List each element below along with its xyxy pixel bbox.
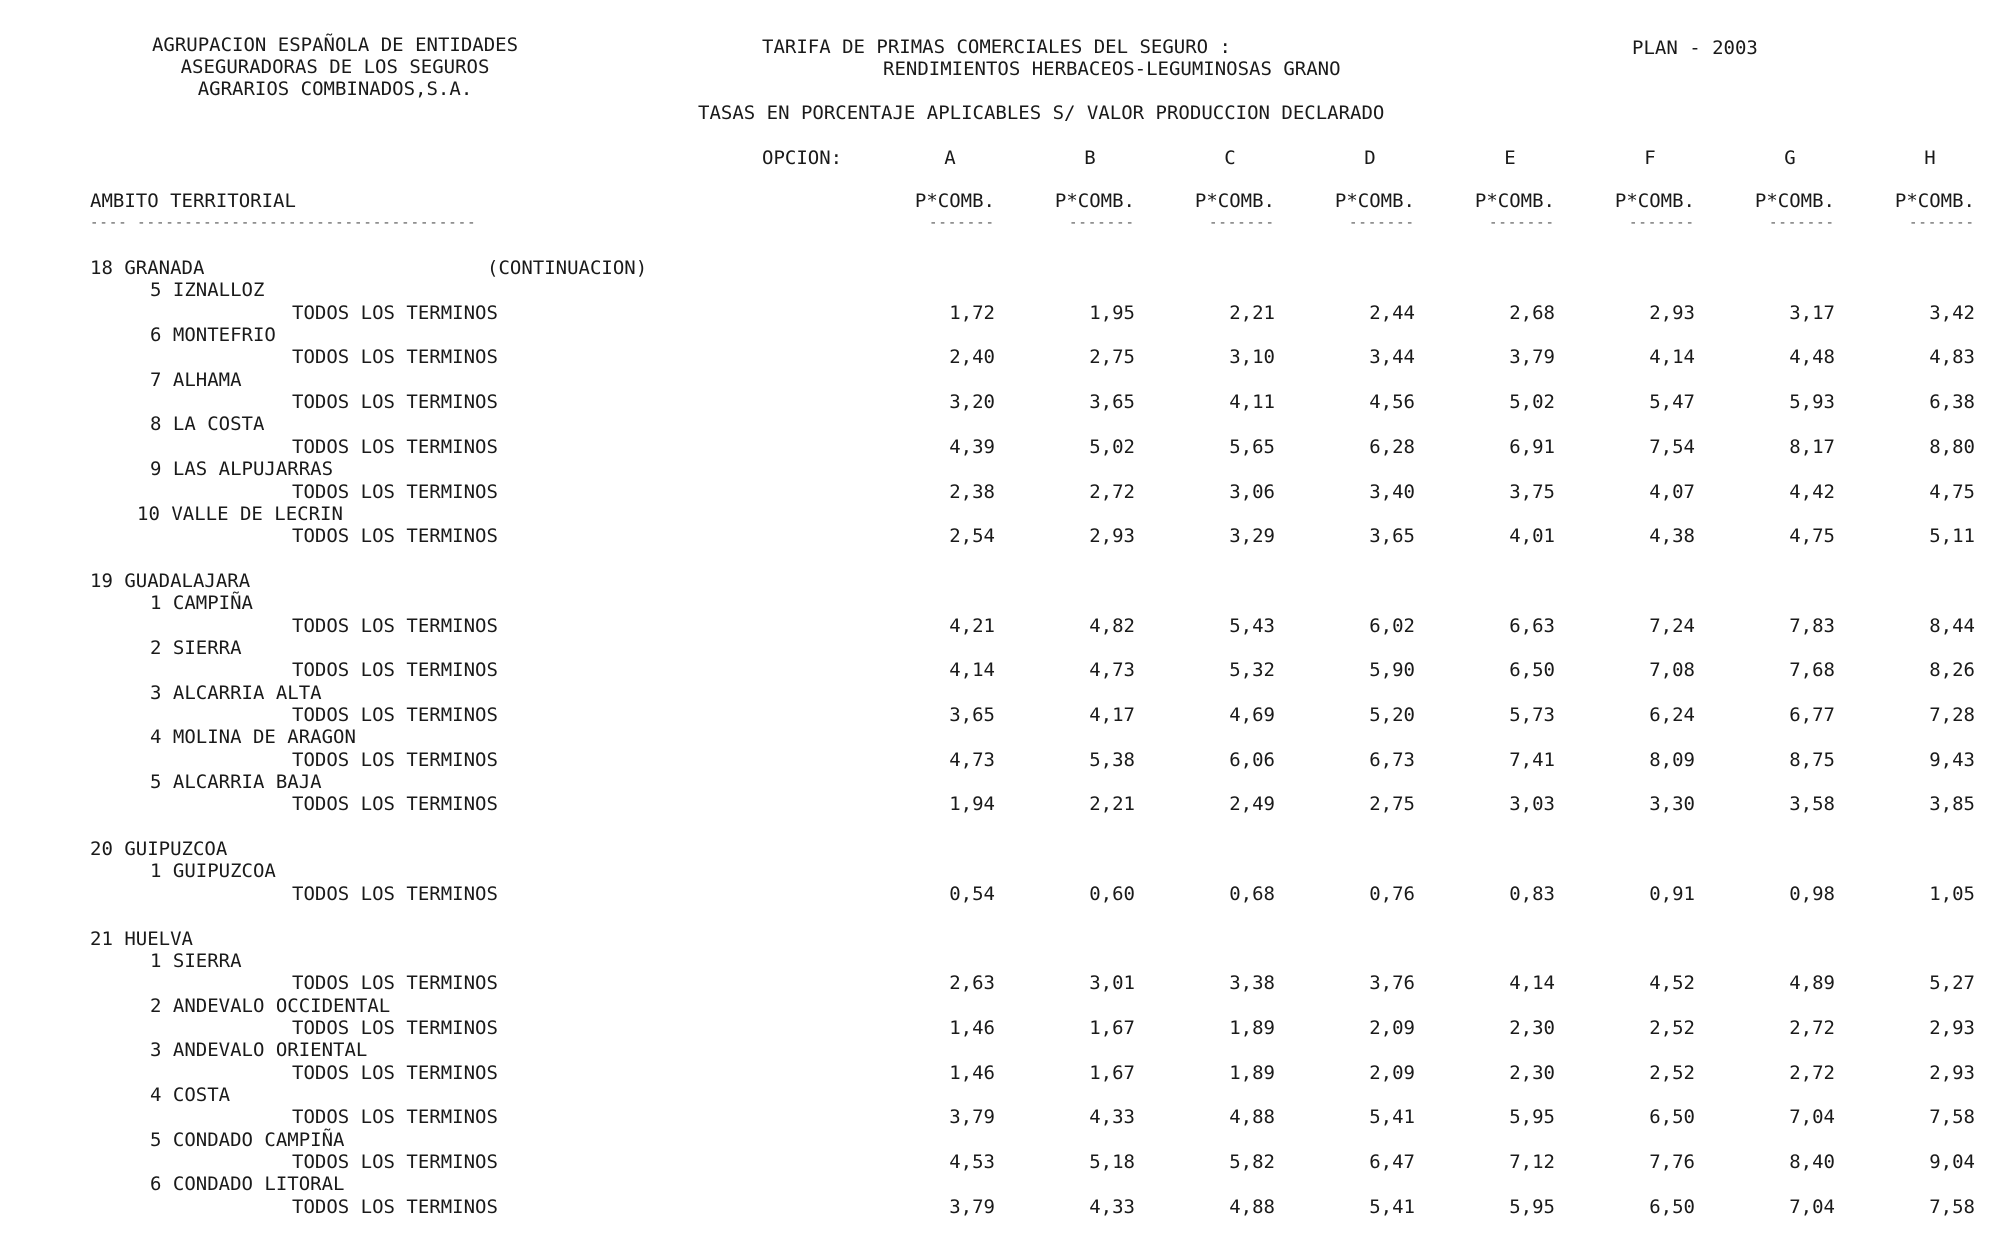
option-label: OPCION:	[762, 147, 843, 169]
column-header: P*COMB.	[1754, 190, 1835, 212]
column-underline: -------	[1628, 215, 1695, 231]
rate-value-d: 3,65	[1369, 525, 1415, 547]
termino-row	[0, 436, 2000, 458]
termino-row	[0, 1062, 2000, 1084]
rate-value-g: 3,17	[1789, 302, 1835, 324]
rate-value-a: 4,53	[949, 1151, 995, 1173]
rate-value-e: 3,03	[1509, 793, 1555, 815]
tariff-title: TARIFA DE PRIMAS COMERCIALES DEL SEGURO :	[762, 36, 1231, 58]
rate-value-d: 3,44	[1369, 346, 1415, 368]
org-name-line-2: ASEGURADORAS DE LOS SEGUROS	[180, 56, 490, 78]
rate-value-c: 1,89	[1229, 1062, 1275, 1084]
rate-value-b: 2,93	[1089, 525, 1135, 547]
rate-value-a: 3,79	[949, 1196, 995, 1218]
comarca-row	[0, 995, 2000, 1017]
termino-label: TODOS LOS TERMINOS	[292, 391, 498, 413]
option-e: E	[1504, 147, 1516, 169]
column-header: P*COMB.	[1474, 190, 1555, 212]
termino-row	[0, 883, 2000, 905]
termino-label: TODOS LOS TERMINOS	[292, 883, 498, 905]
termino-row	[0, 615, 2000, 637]
rate-value-f: 7,24	[1649, 615, 1695, 637]
rate-value-g: 8,40	[1789, 1151, 1835, 1173]
rate-value-d: 6,02	[1369, 615, 1415, 637]
termino-label: TODOS LOS TERMINOS	[292, 704, 498, 726]
column-header: P*COMB.	[1614, 190, 1695, 212]
rate-value-h: 1,05	[1929, 883, 1975, 905]
comarca-row	[0, 1084, 2000, 1106]
comarca-name: 1 GUIPUZCOA	[150, 860, 276, 882]
rate-value-b: 2,75	[1089, 346, 1135, 368]
spacer-row	[0, 905, 2000, 927]
rate-value-d: 6,47	[1369, 1151, 1415, 1173]
rate-value-h: 8,80	[1929, 436, 1975, 458]
rate-value-g: 7,68	[1789, 659, 1835, 681]
rate-value-h: 8,44	[1929, 615, 1975, 637]
termino-row	[0, 1196, 2000, 1218]
rate-value-e: 5,02	[1509, 391, 1555, 413]
column-underline: -------	[1068, 215, 1135, 231]
rate-value-g: 5,93	[1789, 391, 1835, 413]
termino-label: TODOS LOS TERMINOS	[292, 302, 498, 324]
rate-value-e: 7,41	[1509, 749, 1555, 771]
rate-value-c: 2,49	[1229, 793, 1275, 815]
comarca-name: 10 VALLE DE LECRIN	[137, 503, 343, 525]
rate-value-c: 5,65	[1229, 436, 1275, 458]
rate-value-b: 1,67	[1089, 1062, 1135, 1084]
rate-value-e: 3,75	[1509, 481, 1555, 503]
option-g: G	[1784, 147, 1796, 169]
comarca-name: 1 SIERRA	[150, 950, 242, 972]
termino-label: TODOS LOS TERMINOS	[292, 1151, 498, 1173]
comarca-row	[0, 1129, 2000, 1151]
rate-value-b: 2,72	[1089, 481, 1135, 503]
spacer-row	[0, 548, 2000, 570]
rate-value-a: 4,73	[949, 749, 995, 771]
rate-value-c: 4,11	[1229, 391, 1275, 413]
rates-subtitle: TASAS EN PORCENTAJE APLICABLES S/ VALOR PRODUCCION DECLARADO	[698, 102, 1385, 124]
rate-value-a: 2,63	[949, 972, 995, 994]
rate-value-a: 2,54	[949, 525, 995, 547]
rate-value-f: 2,52	[1649, 1062, 1695, 1084]
rate-value-e: 6,63	[1509, 615, 1555, 637]
rate-value-c: 5,43	[1229, 615, 1275, 637]
option-c: C	[1224, 147, 1236, 169]
rate-value-g: 7,04	[1789, 1196, 1835, 1218]
rate-value-c: 1,89	[1229, 1017, 1275, 1039]
option-b: B	[1084, 147, 1096, 169]
comarca-name: 5 CONDADO CAMPIÑA	[150, 1129, 345, 1151]
rate-value-f: 2,52	[1649, 1017, 1695, 1039]
rate-value-c: 5,32	[1229, 659, 1275, 681]
rate-value-g: 4,89	[1789, 972, 1835, 994]
province-row	[0, 257, 2000, 279]
rate-value-e: 2,30	[1509, 1017, 1555, 1039]
termino-label: TODOS LOS TERMINOS	[292, 749, 498, 771]
rate-value-a: 4,14	[949, 659, 995, 681]
termino-row	[0, 1106, 2000, 1128]
rate-value-b: 4,82	[1089, 615, 1135, 637]
ambito-underline: ---- ------------------------------------	[90, 215, 477, 231]
rate-value-f: 8,09	[1649, 749, 1695, 771]
termino-label: TODOS LOS TERMINOS	[292, 346, 498, 368]
rate-value-g: 6,77	[1789, 704, 1835, 726]
comarca-row	[0, 1039, 2000, 1061]
rate-value-f: 6,50	[1649, 1196, 1695, 1218]
rate-value-h: 7,58	[1929, 1196, 1975, 1218]
rate-value-a: 0,54	[949, 883, 995, 905]
rate-value-b: 4,33	[1089, 1196, 1135, 1218]
option-h: H	[1924, 147, 1936, 169]
plan-label: PLAN - 2003	[1632, 37, 1758, 59]
rate-value-b: 3,65	[1089, 391, 1135, 413]
rate-value-b: 4,33	[1089, 1106, 1135, 1128]
option-d: D	[1364, 147, 1376, 169]
column-header: P*COMB.	[1054, 190, 1135, 212]
rate-value-h: 7,28	[1929, 704, 1975, 726]
comarca-name: 5 ALCARRIA BAJA	[150, 771, 322, 793]
termino-row	[0, 1017, 2000, 1039]
comarca-name: 5 IZNALLOZ	[150, 279, 265, 301]
column-underline: -------	[1908, 215, 1975, 231]
rate-value-f: 7,54	[1649, 436, 1695, 458]
rate-value-g: 2,72	[1789, 1017, 1835, 1039]
termino-label: TODOS LOS TERMINOS	[292, 436, 498, 458]
column-header: P*COMB.	[1334, 190, 1415, 212]
rate-value-c: 3,38	[1229, 972, 1275, 994]
termino-row	[0, 659, 2000, 681]
rate-value-e: 6,91	[1509, 436, 1555, 458]
rate-value-h: 9,43	[1929, 749, 1975, 771]
rate-value-f: 4,07	[1649, 481, 1695, 503]
rate-value-d: 2,75	[1369, 793, 1415, 815]
termino-label: TODOS LOS TERMINOS	[292, 793, 498, 815]
termino-row	[0, 793, 2000, 815]
rate-value-h: 4,75	[1929, 481, 1975, 503]
rate-value-b: 4,17	[1089, 704, 1135, 726]
rate-value-d: 2,09	[1369, 1062, 1415, 1084]
comarca-row	[0, 279, 2000, 301]
column-header: P*COMB.	[1194, 190, 1275, 212]
comarca-row	[0, 324, 2000, 346]
rate-value-h: 3,42	[1929, 302, 1975, 324]
rate-value-a: 1,94	[949, 793, 995, 815]
ambito-header: AMBITO TERRITORIAL	[90, 190, 296, 212]
rate-value-d: 4,56	[1369, 391, 1415, 413]
rate-value-h: 7,58	[1929, 1106, 1975, 1128]
termino-row	[0, 972, 2000, 994]
org-name-line-3: AGRARIOS COMBINADOS,S.A.	[197, 78, 473, 100]
rate-value-b: 3,01	[1089, 972, 1135, 994]
termino-label: TODOS LOS TERMINOS	[292, 1196, 498, 1218]
rate-value-h: 2,93	[1929, 1062, 1975, 1084]
comarca-row	[0, 369, 2000, 391]
comarca-row	[0, 413, 2000, 435]
column-header: P*COMB.	[1894, 190, 1975, 212]
rate-value-e: 5,95	[1509, 1196, 1555, 1218]
rate-value-a: 4,21	[949, 615, 995, 637]
rate-value-b: 4,73	[1089, 659, 1135, 681]
province-name: 20 GUIPUZCOA	[90, 838, 228, 860]
rate-value-a: 3,79	[949, 1106, 995, 1128]
termino-row	[0, 1151, 2000, 1173]
column-underline: -------	[928, 215, 995, 231]
spacer-row	[0, 816, 2000, 838]
rate-value-e: 5,73	[1509, 704, 1555, 726]
rate-value-b: 0,60	[1089, 883, 1135, 905]
rate-value-e: 0,83	[1509, 883, 1555, 905]
rate-value-f: 4,52	[1649, 972, 1695, 994]
rate-value-g: 0,98	[1789, 883, 1835, 905]
rate-value-d: 0,76	[1369, 883, 1415, 905]
rate-value-a: 2,40	[949, 346, 995, 368]
rate-value-c: 3,06	[1229, 481, 1275, 503]
rate-value-f: 4,38	[1649, 525, 1695, 547]
column-underline: -------	[1488, 215, 1555, 231]
rate-value-c: 6,06	[1229, 749, 1275, 771]
termino-label: TODOS LOS TERMINOS	[292, 1062, 498, 1084]
province-row	[0, 570, 2000, 592]
rate-value-f: 4,14	[1649, 346, 1695, 368]
rate-value-e: 7,12	[1509, 1151, 1555, 1173]
termino-row	[0, 346, 2000, 368]
rate-value-g: 2,72	[1789, 1062, 1835, 1084]
rate-value-a: 1,46	[949, 1017, 995, 1039]
rate-value-h: 2,93	[1929, 1017, 1975, 1039]
rate-value-c: 3,10	[1229, 346, 1275, 368]
rate-value-c: 4,88	[1229, 1106, 1275, 1128]
rate-value-g: 7,83	[1789, 615, 1835, 637]
rate-value-g: 3,58	[1789, 793, 1835, 815]
column-header: P*COMB.	[914, 190, 995, 212]
rate-value-e: 4,14	[1509, 972, 1555, 994]
termino-row	[0, 749, 2000, 771]
rate-value-b: 5,18	[1089, 1151, 1135, 1173]
termino-row	[0, 302, 2000, 324]
province-row	[0, 928, 2000, 950]
comarca-row	[0, 503, 2000, 525]
rate-value-e: 5,95	[1509, 1106, 1555, 1128]
rate-value-a: 1,46	[949, 1062, 995, 1084]
rate-value-f: 3,30	[1649, 793, 1695, 815]
rate-value-h: 5,11	[1929, 525, 1975, 547]
comarca-row	[0, 771, 2000, 793]
rate-value-h: 9,04	[1929, 1151, 1975, 1173]
rate-value-a: 3,65	[949, 704, 995, 726]
termino-label: TODOS LOS TERMINOS	[292, 1106, 498, 1128]
comarca-name: 6 CONDADO LITORAL	[150, 1173, 345, 1195]
rate-value-b: 1,67	[1089, 1017, 1135, 1039]
termino-label: TODOS LOS TERMINOS	[292, 525, 498, 547]
rate-value-f: 6,24	[1649, 704, 1695, 726]
rate-value-b: 2,21	[1089, 793, 1135, 815]
comarca-name: 4 COSTA	[150, 1084, 231, 1106]
termino-label: TODOS LOS TERMINOS	[292, 615, 498, 637]
rate-value-h: 6,38	[1929, 391, 1975, 413]
comarca-row	[0, 682, 2000, 704]
rate-value-g: 4,75	[1789, 525, 1835, 547]
comarca-name: 1 CAMPIÑA	[150, 592, 253, 614]
rate-value-e: 4,01	[1509, 525, 1555, 547]
rate-value-d: 6,73	[1369, 749, 1415, 771]
rate-value-f: 2,93	[1649, 302, 1695, 324]
rate-value-e: 3,79	[1509, 346, 1555, 368]
rate-value-c: 4,69	[1229, 704, 1275, 726]
option-f: F	[1644, 147, 1656, 169]
rate-value-b: 5,38	[1089, 749, 1135, 771]
rate-value-c: 3,29	[1229, 525, 1275, 547]
rate-value-f: 0,91	[1649, 883, 1695, 905]
province-name: 19 GUADALAJARA	[90, 570, 251, 592]
province-name: 18 GRANADA	[90, 257, 205, 279]
rate-value-d: 3,40	[1369, 481, 1415, 503]
comarca-name: 8 LA COSTA	[150, 413, 265, 435]
comarca-name: 3 ALCARRIA ALTA	[150, 682, 322, 704]
rate-value-f: 7,08	[1649, 659, 1695, 681]
rate-value-a: 3,20	[949, 391, 995, 413]
rate-value-d: 2,09	[1369, 1017, 1415, 1039]
rate-value-g: 8,17	[1789, 436, 1835, 458]
rate-value-c: 0,68	[1229, 883, 1275, 905]
comarca-name: 6 MONTEFRIO	[150, 324, 276, 346]
termino-row	[0, 481, 2000, 503]
termino-row	[0, 704, 2000, 726]
termino-label: TODOS LOS TERMINOS	[292, 1017, 498, 1039]
rate-value-d: 5,41	[1369, 1106, 1415, 1128]
rate-value-d: 6,28	[1369, 436, 1415, 458]
rate-value-c: 4,88	[1229, 1196, 1275, 1218]
comarca-name: 7 ALHAMA	[150, 369, 242, 391]
rate-value-b: 5,02	[1089, 436, 1135, 458]
rate-value-e: 2,30	[1509, 1062, 1555, 1084]
termino-label: TODOS LOS TERMINOS	[292, 659, 498, 681]
rate-value-g: 4,42	[1789, 481, 1835, 503]
option-a: A	[944, 147, 956, 169]
column-underline: -------	[1348, 215, 1415, 231]
rate-value-h: 3,85	[1929, 793, 1975, 815]
rate-value-h: 5,27	[1929, 972, 1975, 994]
column-underline: -------	[1208, 215, 1275, 231]
province-row	[0, 838, 2000, 860]
rate-value-g: 7,04	[1789, 1106, 1835, 1128]
rate-value-g: 8,75	[1789, 749, 1835, 771]
comarca-row	[0, 726, 2000, 748]
comarca-row	[0, 637, 2000, 659]
org-name-line-1: AGRUPACION ESPAÑOLA DE ENTIDADES	[151, 34, 519, 56]
rate-value-f: 5,47	[1649, 391, 1695, 413]
rate-value-e: 2,68	[1509, 302, 1555, 324]
province-name: 21 HUELVA	[90, 928, 193, 950]
comarca-row	[0, 950, 2000, 972]
rate-value-h: 4,83	[1929, 346, 1975, 368]
rate-value-c: 2,21	[1229, 302, 1275, 324]
comarca-row	[0, 860, 2000, 882]
column-underline: -------	[1768, 215, 1835, 231]
termino-label: TODOS LOS TERMINOS	[292, 481, 498, 503]
rate-value-e: 6,50	[1509, 659, 1555, 681]
rate-value-h: 8,26	[1929, 659, 1975, 681]
termino-row	[0, 391, 2000, 413]
rate-value-f: 7,76	[1649, 1151, 1695, 1173]
comarca-name: 4 MOLINA DE ARAGON	[150, 726, 356, 748]
comarca-row	[0, 592, 2000, 614]
comarca-name: 2 ANDEVALO OCCIDENTAL	[150, 995, 391, 1017]
rate-value-d: 3,76	[1369, 972, 1415, 994]
rate-value-a: 1,72	[949, 302, 995, 324]
rate-value-d: 2,44	[1369, 302, 1415, 324]
comarca-name: 3 ANDEVALO ORIENTAL	[150, 1039, 368, 1061]
termino-label: TODOS LOS TERMINOS	[292, 972, 498, 994]
comarca-name: 9 LAS ALPUJARRAS	[150, 458, 334, 480]
comarca-row	[0, 458, 2000, 480]
rate-value-d: 5,41	[1369, 1196, 1415, 1218]
rate-value-a: 2,38	[949, 481, 995, 503]
rate-value-c: 5,82	[1229, 1151, 1275, 1173]
rate-value-a: 4,39	[949, 436, 995, 458]
rate-value-b: 1,95	[1089, 302, 1135, 324]
continuation-note: (CONTINUACION)	[487, 257, 648, 279]
rate-value-g: 4,48	[1789, 346, 1835, 368]
tariff-product: RENDIMIENTOS HERBACEOS-LEGUMINOSAS GRANO	[883, 58, 1341, 80]
rate-value-f: 6,50	[1649, 1106, 1695, 1128]
rate-value-d: 5,20	[1369, 704, 1415, 726]
rate-value-d: 5,90	[1369, 659, 1415, 681]
termino-row	[0, 525, 2000, 547]
comarca-row	[0, 1173, 2000, 1195]
comarca-name: 2 SIERRA	[150, 637, 242, 659]
